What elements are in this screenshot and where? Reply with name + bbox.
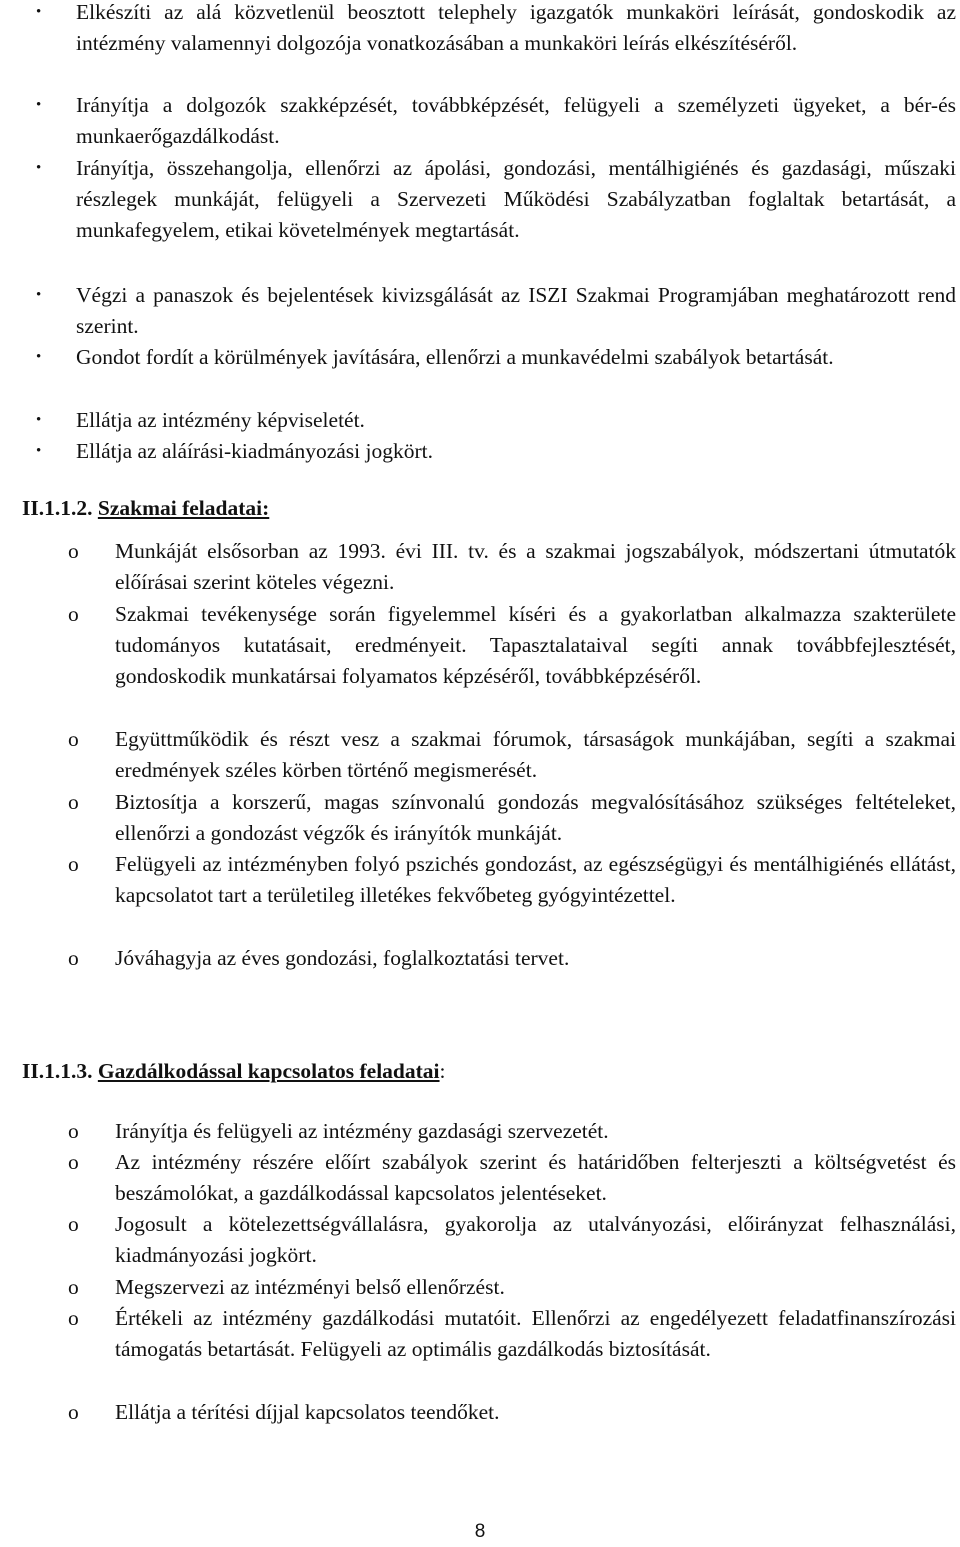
list-item-text: Értékeli az intézmény gazdálkodási mutatóit. Ellenőrzi az engedélyezett feladatfinanszírozási támogatás betartását. Felügyeli az optimális gazdálkodás biztosítását. bbox=[115, 1306, 956, 1361]
list-marker: o bbox=[68, 790, 79, 814]
section-number: II.1.1.3. bbox=[22, 1059, 93, 1083]
list-item bbox=[68, 849, 956, 911]
list-item-text: Irányítja és felügyeli az intézmény gazdasági szervezetét. bbox=[115, 1119, 609, 1143]
list-item bbox=[68, 787, 956, 849]
bullet-marker: • bbox=[36, 160, 42, 176]
bullet-item bbox=[36, 0, 956, 59]
bullet-text: Irányítja a dolgozók szakképzését, továbbképzését, felügyeli a személyzeti ügyeket, a bér-és munkaerőgazdálkodást. bbox=[76, 93, 956, 148]
list-item bbox=[68, 724, 956, 786]
list-item bbox=[68, 599, 956, 692]
list-item-text: Biztosítja a korszerű, magas színvonalú gondozás megvalósításához szükséges feltételeket, ellenőrzi a gondozást végzők és irányítók munkáját. bbox=[115, 790, 956, 845]
bullet-marker: • bbox=[36, 412, 42, 428]
bullet-marker: • bbox=[36, 4, 42, 20]
section-title-suffix: : bbox=[439, 1059, 446, 1083]
bullet-item bbox=[36, 405, 956, 436]
list-marker: o bbox=[68, 852, 79, 876]
bullet-item bbox=[36, 342, 956, 373]
section-number: II.1.1.2. bbox=[22, 496, 93, 520]
list-marker: o bbox=[68, 1119, 79, 1143]
bullet-item bbox=[36, 153, 956, 246]
list-item-text: Megszervezi az intézményi belső ellenőrzést. bbox=[115, 1275, 505, 1299]
page-number: 8 bbox=[474, 1521, 486, 1542]
section-title: Gazdálkodással kapcsolatos feladatai bbox=[97, 1059, 440, 1083]
list-item bbox=[68, 1303, 956, 1365]
section-heading bbox=[22, 1056, 446, 1087]
list-item bbox=[68, 1147, 956, 1209]
list-marker: o bbox=[68, 727, 79, 751]
list-item-text: Jóváhagyja az éves gondozási, foglalkoztatási tervet. bbox=[115, 946, 570, 970]
list-item-text: Együttműködik és részt vesz a szakmai fórumok, társaságok munkájában, segíti a szakmai eredmények széles körben történő megismerését. bbox=[115, 727, 956, 782]
bullet-marker: • bbox=[36, 443, 42, 459]
list-item-text: Munkáját elsősorban az 1993. évi III. tv. és a szakmai jogszabályok, módszertani útmutatók előírásai szerint köteles végezni. bbox=[115, 539, 956, 594]
list-marker: o bbox=[68, 1306, 79, 1330]
bullet-text: Irányítja, összehangolja, ellenőrzi az ápolási, gondozási, mentálhigiénés és gazdasági, műszaki részlegek munkáját, felügyeli a Szervezeti Működési Szabályzatban foglaltak betartását, a munkafegyelem, etikai követelmények megtartását. bbox=[76, 156, 956, 242]
list-marker: o bbox=[68, 1400, 79, 1424]
bullet-marker: • bbox=[36, 97, 42, 113]
list-item bbox=[68, 1272, 956, 1303]
bullet-marker: • bbox=[36, 287, 42, 303]
list-item-text: Az intézmény részére előírt szabályok szerint és határidőben felterjeszti a költségvetést és beszámolókat, a gazdálkodással kapcsolatos jelentéseket. bbox=[115, 1150, 956, 1205]
section-title: Szakmai feladatai: bbox=[97, 496, 270, 520]
bullet-item bbox=[36, 280, 956, 342]
section-heading bbox=[22, 493, 269, 524]
bullet-item bbox=[36, 90, 956, 152]
list-marker: o bbox=[68, 602, 79, 626]
bullet-text: Végzi a panaszok és bejelentések kivizsgálását az ISZI Szakmai Programjában meghatározott rend szerint. bbox=[76, 283, 956, 338]
bullet-text: Elkészíti az alá közvetlenül beosztott telephely igazgatók munkaköri leírását, gondoskodik az intézmény valamennyi dolgozója vonatkozásában a munkaköri leírás elkészítéséről. bbox=[76, 0, 956, 55]
bullet-text: Ellátja az aláírási-kiadmányozási jogkört. bbox=[76, 439, 433, 463]
list-item-text: Szakmai tevékenysége során figyelemmel kíséri és a gyakorlatban alkalmazza szakterülete tudományos kutatásait, eredményeit. Tapasztalataival segíti annak továbbfejlesztését, gondoskodik munkatársai folyamatos képzéséről, továbbképzéséről. bbox=[115, 602, 956, 688]
list-item-text: Ellátja a térítési díjjal kapcsolatos teendőket. bbox=[115, 1400, 500, 1424]
list-item bbox=[68, 1397, 956, 1428]
list-item bbox=[68, 1116, 956, 1147]
bullet-item bbox=[36, 436, 956, 467]
list-item bbox=[68, 536, 956, 598]
list-marker: o bbox=[68, 539, 79, 563]
list-item-text: Felügyeli az intézményben folyó pszichés gondozást, az egészségügyi és mentálhigiénés ellátást, kapcsolatot tart a területileg illetékes fekvőbeteg gyógyintézettel. bbox=[115, 852, 956, 907]
list-marker: o bbox=[68, 1150, 79, 1174]
list-marker: o bbox=[68, 1275, 79, 1299]
list-item-text: Jogosult a kötelezettségvállalásra, gyakorolja az utalványozási, előirányzat felhasználási, kiadmányozási jogkört. bbox=[115, 1212, 956, 1267]
bullet-marker: • bbox=[36, 349, 42, 365]
list-item bbox=[68, 1209, 956, 1271]
list-marker: o bbox=[68, 1212, 79, 1236]
list-item bbox=[68, 943, 956, 974]
bullet-text: Gondot fordít a körülmények javítására, ellenőrzi a munkavédelmi szabályok betartását. bbox=[76, 345, 834, 369]
list-marker: o bbox=[68, 946, 79, 970]
bullet-text: Ellátja az intézmény képviseletét. bbox=[76, 408, 365, 432]
